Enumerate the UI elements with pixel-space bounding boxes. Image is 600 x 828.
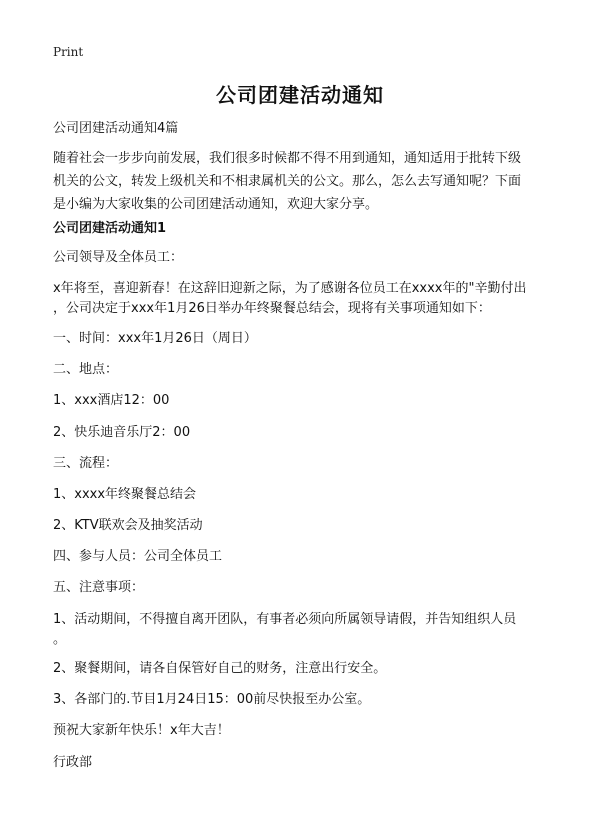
intro-line: 随着社会一步步向前发展，我们很多时候都不得不用到通知，通知适用于批转下级 [53,151,522,166]
closing-line: 预祝大家新年快乐！x年大吉！ [53,723,230,738]
list-item: 三、流程： [53,456,119,471]
note-2: 2、聚餐期间，请各自保管好自己的财务，注意出行安全。 [53,661,387,676]
list-item: 四、参与人员：公司全体员工 [53,549,223,564]
note-3: 3、各部门的.节目1月24日15：00前尽快报至办公室。 [53,692,371,707]
intro-line: 机关的公文，转发上级机关和不相隶属机关的公文。那么，怎么去写通知呢？下面 [53,174,522,189]
list-item: 五、注意事项： [53,580,145,595]
document-subtitle: 公司团建活动通知4篇 [53,121,179,136]
list-item: 2、KTV联欢会及抽奖活动 [53,518,203,533]
salutation: 公司领导及全体员工： [53,250,184,265]
body-line: x年将至，喜迎新春！在这辞旧迎新之际，为了感谢各位员工在xxxx年的"辛勤付出 [53,281,527,296]
list-item: 1、xxx酒店12：00 [53,393,170,408]
list-item: 2、快乐迪音乐厅2：00 [53,425,191,440]
print-link[interactable]: Print [53,45,84,59]
list-item: 二、地点： [53,362,119,377]
list-item: 1、xxxx年终聚餐总结会 [53,487,197,502]
note-line: 。 [53,632,67,647]
note-line: 1、活动期间，不得擅自离开团队，有事者必须向所属领导请假，并告知组织人员 [53,612,517,627]
document-title: 公司团建活动通知 [216,83,384,107]
body-line: ，公司决定于xxx年1月26日举办年终聚餐总结会，现将有关事项通知如下： [53,301,491,316]
intro-line: 是小编为大家收集的公司团建活动通知，欢迎大家分享。 [53,197,379,212]
signature: 行政部 [53,755,93,770]
section-heading: 公司团建活动通知1 [53,221,167,236]
list-item: 一、时间：xxx年1月26日（周日） [53,331,257,346]
